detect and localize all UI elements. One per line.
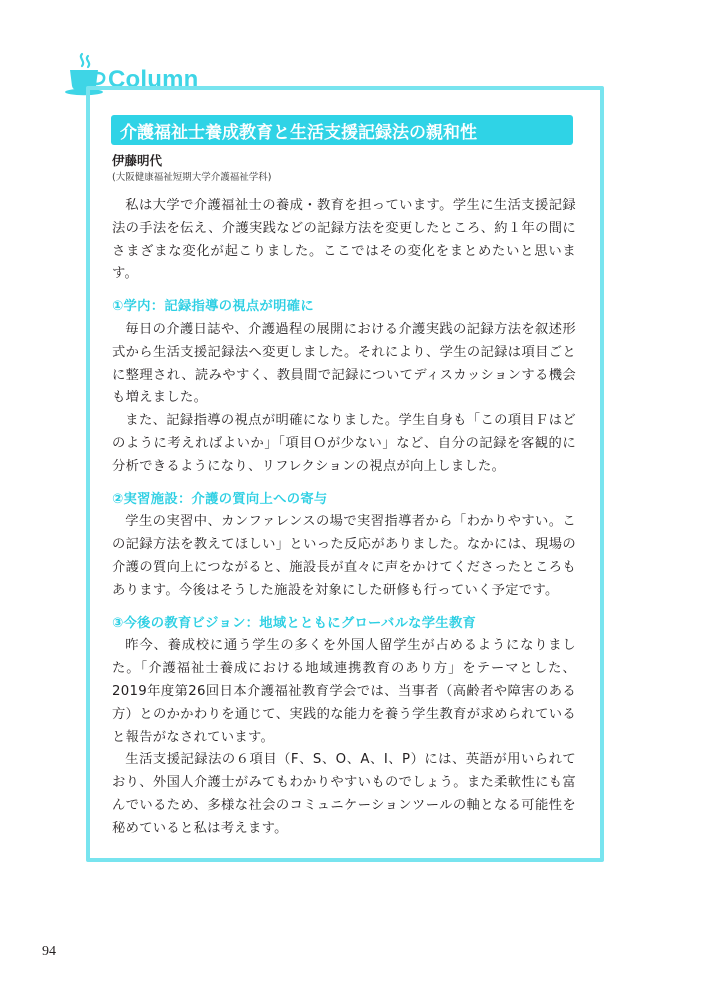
section-heading: ①学内：記録指導の視点が明確に — [112, 299, 314, 315]
column-label: Column — [108, 66, 199, 93]
body-paragraph: 昨今、養成校に通う学生の多くを外国人留学生が占めるようになりました。「介護福祉士養成における地域連携教育のあり方」をテーマとした、2019年度第26回日本介護福祉教育学会では、当事者（高齢者や障害のある方）とのかかわりを通じて、実践的な能力を養う学生教育が求められていると報告がなされています。 — [112, 638, 576, 745]
intro-paragraph: 私は大学で介護福祉士の養成・教育を担っています。学生に生活支援記録法の手法を伝え、介護実践などの記録方法を変更したところ、約１年の間にさまざまな変化が起こりました。ここではその変化をまとめたいと思います。 — [112, 198, 576, 282]
section-heading: ③今後の教育ビジョン：地域とともにグローバルな学生教育 — [112, 615, 477, 631]
section-heading: ②実習施設：介護の質向上への寄与 — [112, 491, 328, 507]
article-title-bar — [111, 115, 573, 145]
author-affiliation: (大阪健康福祉短期大学介護福祉学科) — [112, 172, 272, 183]
article-title: 介護福祉士養成教育と生活支援記録法の親和性 — [120, 123, 477, 143]
body-paragraph: 生活支援記録法の６項目（F、S、O、A、I、P）には、英語が用いられており、外国人介護士がみてもわかりやすいものでしょう。また柔軟性にも富んでいるため、多様な社会のコミュニケーションツールの軸となる可能性を秘めていると私は考えます。 — [112, 752, 576, 836]
body-paragraph: 学生の実習中、カンファレンスの場で実習指導者から「わかりやすい。この記録方法を教えてほしい」といった反応がありました。なかには、現場の介護の質向上につながると、施設長が直々に声をかけてくださったところもあります。今後はそうした施設を対象にした研修も行っていく予定です。 — [112, 514, 576, 598]
article-body — [112, 195, 576, 841]
body-paragraph: 毎日の介護日誌や、介護過程の展開における介護実践の記録方法を叙述形式から生活支援記録法へ変更しました。それにより、学生の記録は項目ごとに整理され、読みやすく、教員間で記録についてディスカッションする機会も増えました。 — [112, 321, 576, 406]
page-number: 94 — [42, 944, 56, 959]
body-paragraph: また、記録指導の視点が明確になりました。学生自身も「この項目Ｆはどのように考えればよいか」「項目Ｏが少ない」など、自分の記録を客観的に分析できるようになり、リフレクションの視点が向上しました。 — [112, 413, 576, 474]
author-name: 伊藤明代 — [112, 153, 163, 168]
